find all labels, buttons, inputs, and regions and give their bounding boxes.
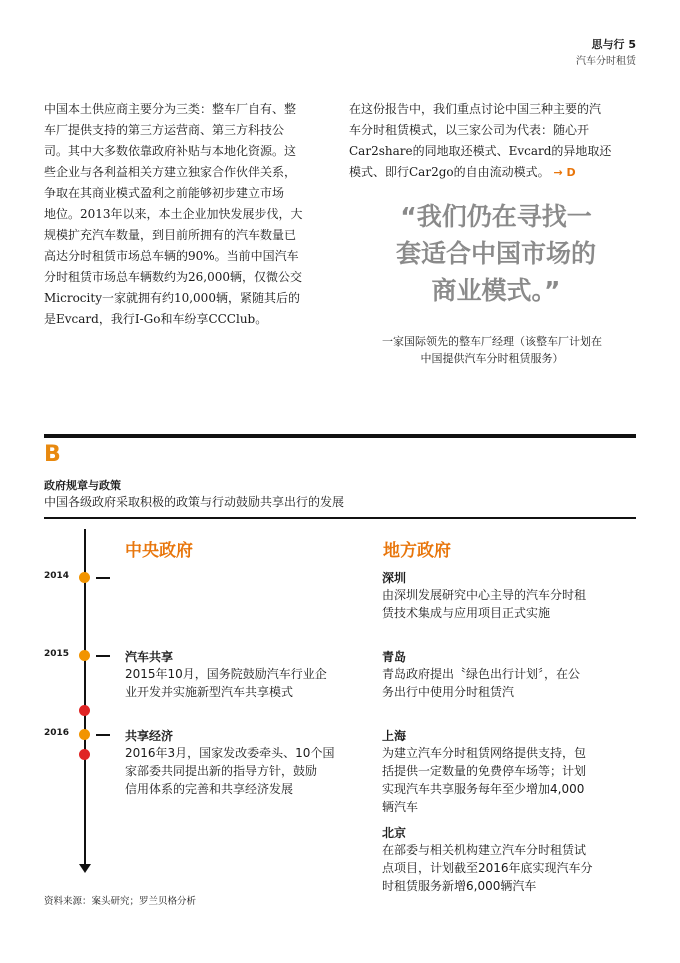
section-d-link[interactable]: → D [553,166,576,179]
quote-line: “我们仍在寻找一 [400,202,592,231]
entry-line: 2016年3月，国家发改委牵头、10个国 [125,746,335,760]
timeline-tick [96,577,110,579]
entry-title: 青岛 [382,650,407,664]
central-entry-sharing-economy [125,727,365,798]
entry-line: 2015年10月，国务院鼓励汽车行业企 [125,667,327,681]
timeline-dot-orange [79,650,90,661]
source-note: 资料来源：案头研究；罗兰贝格分析 [44,896,197,907]
left-column-text [44,99,336,330]
text-line: 争取在其商业模式盈利之前能够初步建立市场 [44,186,285,200]
pull-quote [350,198,642,309]
central-government-heading: 中央政府 [125,541,193,561]
text-line: 司。其中大多数依靠政府补贴与本地化资源。这 [44,144,297,158]
timeline-dot-red [79,749,90,760]
section-letter: B [44,442,61,467]
entry-title: 北京 [382,826,407,840]
quote-line: 商业模式。” [431,276,561,305]
central-entry-car-sharing [125,648,365,701]
local-entry-shanghai [382,727,638,816]
right-column-text [349,99,639,183]
text-line: Microcity一家就拥有约10,000辆，紧随其后的 [44,291,300,305]
entry-title: 深圳 [382,571,407,585]
timeline-arrow-icon [79,864,91,873]
entry-line: 青岛政府提出〝绿色出行计划〞，在公 [382,667,581,681]
entry-line: 赁技术集成与应用项目正式实施 [382,606,551,620]
section-subtitle: 中国各级政府采取积极的政策与行动鼓励共享出行的发展 [44,495,345,509]
text-line: 些企业与各利益相关方建立独家合作伙伴关系， [44,165,297,179]
entry-line: 时租赁服务新增6,000辆汽车 [382,879,537,893]
text-line: 分时租赁市场总车辆数约为26,000辆，仅微公交 [44,270,302,284]
quote-line: 套适合中国市场的 [395,239,596,268]
year-label: 2014 [44,571,70,581]
entry-line: 为建立汽车分时租赁网络提供支持，包 [382,746,587,760]
timeline-dot-orange [79,572,90,583]
entry-title: 上海 [382,729,407,743]
text-line: 在这份报告中，我们重点讨论中国三种主要的汽 [349,102,602,116]
local-entry-beijing [382,824,638,895]
timeline-dot-red [79,705,90,716]
entry-line: 辆汽车 [382,800,419,814]
text-line: 中国本土供应商主要分为三类：整车厂自有、整 [44,102,297,116]
year-label: 2015 [44,649,70,659]
text-line-span: 模式、即行Car2go的自由流动模式。 [349,165,550,179]
section-title: 政府规章与政策 [44,479,121,492]
local-entry-qingdao [382,648,638,701]
entry-title: 共享经济 [125,729,174,743]
entry-line: 家部委共同提出新的指导方针，鼓励 [125,764,318,778]
text-line: 高达分时租赁市场总车辆的90%。当前中国汽车 [44,249,299,263]
text-line: 是Evcard，我行I-Go和车纷享CCClub。 [44,312,268,326]
entry-line: 业开发并实施新型汽车共享模式 [125,685,294,699]
section-rule [44,517,636,519]
text-line: 地位。2013年以来，本土企业加快发展步伐，大 [44,207,303,221]
section-divider [44,434,636,438]
entry-line: 务出行中使用分时租赁汽 [382,685,515,699]
text-line: Car2share的同地取还模式、Evcard的异地取还 [349,144,612,158]
entry-line: 实现汽车共享服务每年至少增加4,000 [382,782,585,796]
entry-line: 在部委与相关机构建立汽车分时租赁试 [382,843,587,857]
entry-title: 汽车共享 [125,650,174,664]
header-title: 思与行 5 [591,38,636,51]
text-line [349,162,639,183]
text-line: 车分时租赁模式，以三家公司为代表：随心开 [349,123,590,137]
entry-line: 点项目，计划截至2016年底实现汽车分 [382,861,593,875]
local-entry-shenzhen [382,569,638,622]
entry-line: 由深圳发展研究中心主导的汽车分时租 [382,588,587,602]
timeline-tick [96,655,110,657]
timeline-tick [96,734,110,736]
timeline-dot-orange [79,729,90,740]
entry-line: 信用体系的完善和共享经济发展 [125,782,294,796]
quote-attribution [350,333,634,367]
entry-line: 括提供一定数量的免费停车场等；计划 [382,764,587,778]
attribution-line: 一家国际领先的整车厂经理（该整车厂计划在 [382,335,602,348]
text-line: 车厂提供支持的第三方运营商、第三方科技公 [44,123,285,137]
text-line: 规模扩充汽车数量，到目前所拥有的汽车数量已 [44,228,297,242]
year-label: 2016 [44,728,70,738]
header-subtitle: 汽车分时租赁 [576,56,636,67]
attribution-line: 中国提供汽车分时租赁服务） [420,352,564,365]
local-government-heading: 地方政府 [383,541,451,561]
